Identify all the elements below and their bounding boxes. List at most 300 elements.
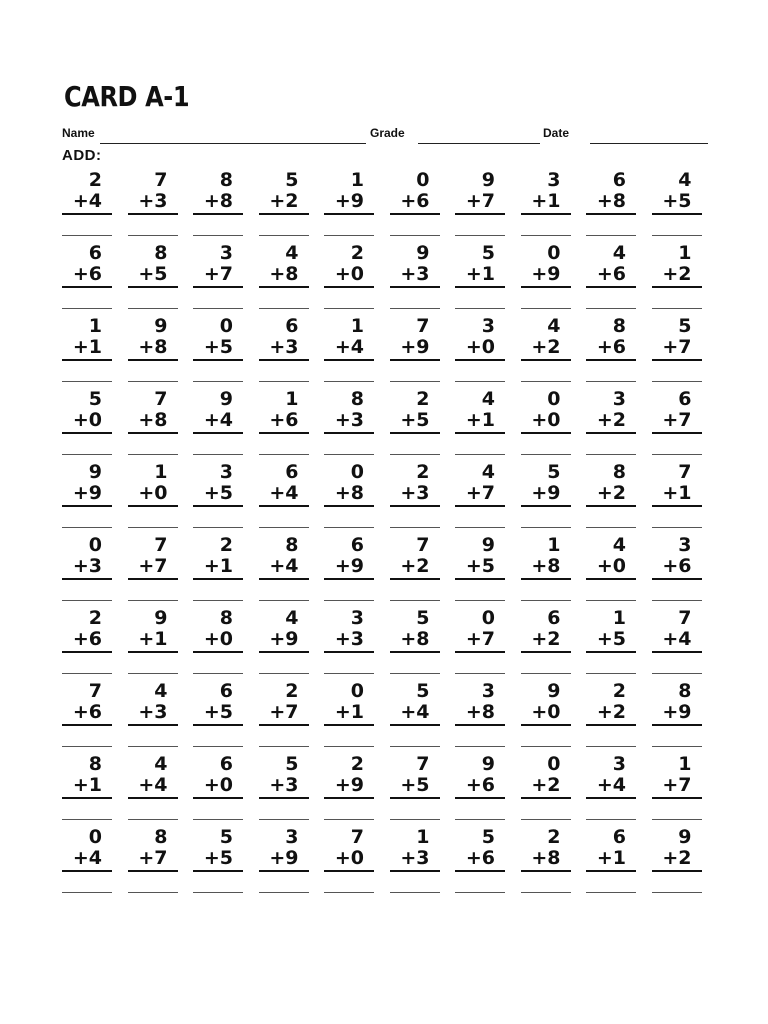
addend-bottom: +3 — [334, 409, 364, 431]
addition-problem — [584, 531, 636, 604]
addend-bottom: +2 — [531, 628, 561, 650]
answer-blank[interactable] — [586, 381, 636, 382]
answer-blank[interactable] — [62, 673, 112, 674]
answer-blank[interactable] — [324, 892, 374, 893]
sum-rule — [652, 432, 702, 434]
answer-blank[interactable] — [455, 600, 505, 601]
answer-blank[interactable] — [521, 527, 571, 528]
sum-rule — [455, 505, 505, 507]
answer-blank[interactable] — [324, 527, 374, 528]
answer-blank[interactable] — [390, 308, 440, 309]
addition-problem — [322, 458, 374, 531]
addend-top: 0 — [350, 680, 364, 702]
answer-blank[interactable] — [455, 308, 505, 309]
answer-blank[interactable] — [586, 308, 636, 309]
addition-problem — [519, 312, 571, 385]
addition-problem — [453, 385, 505, 458]
addition-problem — [453, 750, 505, 823]
answer-blank[interactable] — [521, 892, 571, 893]
answer-blank[interactable] — [652, 600, 702, 601]
sum-rule — [390, 213, 440, 215]
sum-rule — [259, 651, 309, 653]
addend-top: 5 — [547, 461, 561, 483]
addition-problem — [584, 239, 636, 312]
addend-bottom: +4 — [72, 190, 102, 212]
answer-blank[interactable] — [652, 381, 702, 382]
answer-blank[interactable] — [193, 308, 243, 309]
sum-rule — [128, 797, 178, 799]
addend-top: 1 — [154, 461, 168, 483]
addition-problem — [584, 312, 636, 385]
answer-blank[interactable] — [652, 235, 702, 236]
sum-rule — [455, 870, 505, 872]
answer-blank[interactable] — [586, 235, 636, 236]
answer-blank[interactable] — [390, 892, 440, 893]
addend-bottom: +1 — [662, 482, 692, 504]
addition-problem — [650, 677, 702, 750]
answer-blank[interactable] — [62, 527, 112, 528]
addition-problem — [519, 166, 571, 239]
addend-top: 0 — [350, 461, 364, 483]
addition-problem — [126, 823, 178, 896]
addend-bottom: +7 — [465, 482, 495, 504]
addend-top: 8 — [219, 169, 233, 191]
addend-top: 3 — [481, 315, 495, 337]
answer-blank[interactable] — [586, 673, 636, 674]
addition-problem — [322, 239, 374, 312]
sum-rule — [324, 359, 374, 361]
addend-bottom: +2 — [662, 263, 692, 285]
addend-bottom: +0 — [138, 482, 168, 504]
answer-blank[interactable] — [521, 600, 571, 601]
addend-bottom: +2 — [596, 409, 626, 431]
answer-blank[interactable] — [652, 308, 702, 309]
answer-blank[interactable] — [193, 600, 243, 601]
answer-blank[interactable] — [455, 381, 505, 382]
sum-rule — [62, 870, 112, 872]
addend-bottom: +2 — [531, 336, 561, 358]
addition-problem — [650, 312, 702, 385]
addend-bottom: +4 — [596, 774, 626, 796]
answer-blank[interactable] — [193, 892, 243, 893]
addend-bottom: +1 — [203, 555, 233, 577]
addend-top: 1 — [88, 315, 102, 337]
addend-top: 7 — [416, 534, 430, 556]
answer-blank[interactable] — [259, 527, 309, 528]
addend-bottom: +8 — [138, 336, 168, 358]
answer-blank[interactable] — [521, 235, 571, 236]
addend-bottom: +8 — [400, 628, 430, 650]
addend-bottom: +2 — [400, 555, 430, 577]
answer-blank[interactable] — [390, 527, 440, 528]
addend-bottom: +3 — [72, 555, 102, 577]
addend-top: 1 — [612, 607, 626, 629]
sum-rule — [128, 432, 178, 434]
addend-bottom: +7 — [662, 774, 692, 796]
answer-blank[interactable] — [586, 527, 636, 528]
addend-bottom: +9 — [269, 847, 299, 869]
addition-problem — [126, 677, 178, 750]
addend-bottom: +8 — [138, 409, 168, 431]
answer-blank[interactable] — [128, 527, 178, 528]
name-field-line[interactable] — [100, 143, 366, 144]
answer-blank[interactable] — [652, 454, 702, 455]
addend-bottom: +5 — [465, 555, 495, 577]
answer-blank[interactable] — [62, 308, 112, 309]
sum-rule — [586, 359, 636, 361]
answer-blank[interactable] — [259, 235, 309, 236]
answer-blank[interactable] — [324, 673, 374, 674]
addend-top: 2 — [350, 753, 364, 775]
addition-problem — [257, 604, 309, 677]
answer-blank[interactable] — [652, 819, 702, 820]
answer-blank[interactable] — [128, 892, 178, 893]
answer-blank[interactable] — [128, 381, 178, 382]
answer-blank[interactable] — [521, 308, 571, 309]
answer-blank[interactable] — [521, 819, 571, 820]
answer-blank[interactable] — [652, 527, 702, 528]
sum-rule — [652, 651, 702, 653]
sum-rule — [455, 724, 505, 726]
addend-bottom: +4 — [203, 409, 233, 431]
addend-top: 2 — [88, 169, 102, 191]
answer-blank[interactable] — [455, 892, 505, 893]
addend-top: 2 — [88, 607, 102, 629]
addition-problem — [584, 750, 636, 823]
addend-top: 6 — [612, 826, 626, 848]
answer-blank[interactable] — [128, 308, 178, 309]
answer-blank[interactable] — [521, 673, 571, 674]
addition-problem — [650, 823, 702, 896]
sum-rule — [455, 797, 505, 799]
answer-blank[interactable] — [128, 746, 178, 747]
sum-rule — [193, 651, 243, 653]
addend-bottom: +0 — [531, 701, 561, 723]
grade-field-line[interactable] — [418, 143, 540, 144]
problem-row — [60, 604, 710, 677]
addend-bottom: +3 — [269, 336, 299, 358]
answer-blank[interactable] — [62, 235, 112, 236]
addition-problem — [257, 239, 309, 312]
addend-top: 6 — [612, 169, 626, 191]
answer-blank[interactable] — [62, 819, 112, 820]
sum-rule — [390, 286, 440, 288]
answer-blank[interactable] — [586, 454, 636, 455]
addend-top: 6 — [219, 753, 233, 775]
addend-top: 6 — [678, 388, 692, 410]
addend-top: 6 — [88, 242, 102, 264]
sum-rule — [521, 213, 571, 215]
answer-blank[interactable] — [455, 235, 505, 236]
addend-bottom: +7 — [662, 409, 692, 431]
answer-blank[interactable] — [193, 381, 243, 382]
addend-top: 4 — [481, 388, 495, 410]
answer-blank[interactable] — [193, 235, 243, 236]
addition-problem — [519, 458, 571, 531]
sum-rule — [455, 578, 505, 580]
answer-blank[interactable] — [128, 454, 178, 455]
addition-problem — [257, 823, 309, 896]
answer-blank[interactable] — [62, 381, 112, 382]
addend-top: 5 — [481, 826, 495, 848]
addition-problem — [322, 750, 374, 823]
answer-blank[interactable] — [259, 892, 309, 893]
sum-rule — [586, 432, 636, 434]
answer-blank[interactable] — [259, 454, 309, 455]
sum-rule — [324, 870, 374, 872]
answer-blank[interactable] — [259, 746, 309, 747]
addend-top: 1 — [547, 534, 561, 556]
answer-blank[interactable] — [259, 381, 309, 382]
addition-problem — [388, 604, 440, 677]
sum-rule — [62, 724, 112, 726]
sum-rule — [324, 213, 374, 215]
addend-top: 7 — [154, 169, 168, 191]
addend-top: 3 — [219, 461, 233, 483]
sum-rule — [324, 505, 374, 507]
addition-problem — [453, 823, 505, 896]
answer-blank[interactable] — [390, 673, 440, 674]
addend-bottom: +4 — [334, 336, 364, 358]
answer-blank[interactable] — [128, 819, 178, 820]
sum-rule — [193, 578, 243, 580]
addend-top: 7 — [416, 315, 430, 337]
addend-top: 7 — [416, 753, 430, 775]
problem-row — [60, 385, 710, 458]
answer-blank[interactable] — [390, 235, 440, 236]
addend-top: 4 — [678, 169, 692, 191]
problem-row — [60, 823, 710, 896]
answer-blank[interactable] — [324, 600, 374, 601]
addend-top: 1 — [678, 242, 692, 264]
answer-blank[interactable] — [455, 673, 505, 674]
answer-blank[interactable] — [455, 527, 505, 528]
addend-top: 9 — [678, 826, 692, 848]
sum-rule — [652, 797, 702, 799]
addend-bottom: +5 — [400, 774, 430, 796]
answer-blank[interactable] — [128, 235, 178, 236]
answer-blank[interactable] — [586, 892, 636, 893]
addition-problem — [453, 458, 505, 531]
addend-bottom: +9 — [531, 482, 561, 504]
addition-problem — [322, 166, 374, 239]
addend-top: 4 — [154, 753, 168, 775]
addend-top: 1 — [350, 315, 364, 337]
addend-top: 3 — [481, 680, 495, 702]
sum-rule — [324, 651, 374, 653]
addend-bottom: +3 — [400, 482, 430, 504]
addend-bottom: +7 — [465, 190, 495, 212]
addend-bottom: +0 — [203, 774, 233, 796]
answer-blank[interactable] — [652, 892, 702, 893]
sum-rule — [128, 286, 178, 288]
answer-blank[interactable] — [455, 454, 505, 455]
addend-top: 4 — [612, 242, 626, 264]
addend-bottom: +5 — [203, 336, 233, 358]
sum-rule — [193, 870, 243, 872]
sum-rule — [193, 213, 243, 215]
sum-rule — [652, 213, 702, 215]
addend-top: 7 — [154, 388, 168, 410]
answer-blank[interactable] — [324, 746, 374, 747]
addend-top: 9 — [154, 607, 168, 629]
date-field-line[interactable] — [590, 143, 708, 144]
sum-rule — [652, 578, 702, 580]
answer-blank[interactable] — [324, 454, 374, 455]
sum-rule — [62, 359, 112, 361]
addend-top: 8 — [88, 753, 102, 775]
answer-blank[interactable] — [193, 819, 243, 820]
sum-rule — [259, 505, 309, 507]
addition-problem — [191, 239, 243, 312]
answer-blank[interactable] — [521, 746, 571, 747]
answer-blank[interactable] — [586, 819, 636, 820]
answer-blank[interactable] — [586, 600, 636, 601]
answer-blank[interactable] — [259, 600, 309, 601]
addend-bottom: +5 — [400, 409, 430, 431]
problem-row — [60, 166, 710, 239]
addition-problem — [388, 458, 440, 531]
answer-blank[interactable] — [62, 746, 112, 747]
addend-bottom: +9 — [400, 336, 430, 358]
addition-problem — [388, 239, 440, 312]
answer-blank[interactable] — [193, 454, 243, 455]
addition-problem — [584, 677, 636, 750]
answer-blank[interactable] — [390, 746, 440, 747]
sum-rule — [259, 870, 309, 872]
addition-problem — [126, 312, 178, 385]
addition-problem — [388, 823, 440, 896]
addition-problem — [453, 239, 505, 312]
answer-blank[interactable] — [390, 600, 440, 601]
answer-blank[interactable] — [521, 381, 571, 382]
addition-problem — [388, 312, 440, 385]
addend-top: 8 — [219, 607, 233, 629]
answer-blank[interactable] — [324, 819, 374, 820]
sum-rule — [455, 286, 505, 288]
answer-blank[interactable] — [455, 819, 505, 820]
answer-blank[interactable] — [324, 381, 374, 382]
addend-top: 6 — [285, 461, 299, 483]
answer-blank[interactable] — [259, 673, 309, 674]
addend-bottom: +3 — [138, 701, 168, 723]
addend-bottom: +0 — [334, 263, 364, 285]
sum-rule — [390, 578, 440, 580]
addition-problem — [191, 166, 243, 239]
answer-blank[interactable] — [62, 600, 112, 601]
addend-top: 6 — [285, 315, 299, 337]
sum-rule — [390, 432, 440, 434]
addend-top: 4 — [547, 315, 561, 337]
addition-problem — [388, 166, 440, 239]
addend-top: 5 — [219, 826, 233, 848]
sum-rule — [586, 797, 636, 799]
addition-problem — [322, 604, 374, 677]
answer-blank[interactable] — [521, 454, 571, 455]
addend-bottom: +1 — [531, 190, 561, 212]
addend-bottom: +7 — [138, 555, 168, 577]
addend-bottom: +1 — [465, 263, 495, 285]
answer-blank[interactable] — [193, 527, 243, 528]
sum-rule — [259, 578, 309, 580]
addition-problem — [650, 166, 702, 239]
problem-grid — [60, 166, 710, 896]
sum-rule — [128, 578, 178, 580]
answer-blank[interactable] — [324, 308, 374, 309]
answer-blank[interactable] — [455, 746, 505, 747]
sum-rule — [652, 724, 702, 726]
addition-problem — [60, 166, 112, 239]
sum-rule — [586, 724, 636, 726]
answer-blank[interactable] — [62, 892, 112, 893]
answer-blank[interactable] — [652, 673, 702, 674]
addend-bottom: +5 — [203, 701, 233, 723]
sum-rule — [390, 797, 440, 799]
addend-bottom: +6 — [596, 336, 626, 358]
answer-blank[interactable] — [259, 308, 309, 309]
addend-bottom: +1 — [334, 701, 364, 723]
addition-problem — [60, 677, 112, 750]
addend-top: 4 — [481, 461, 495, 483]
card-title: CARD A-1 — [64, 80, 190, 113]
addition-problem — [453, 531, 505, 604]
addition-problem — [191, 312, 243, 385]
addend-top: 8 — [678, 680, 692, 702]
addend-top: 8 — [285, 534, 299, 556]
answer-blank[interactable] — [324, 235, 374, 236]
answer-blank[interactable] — [586, 746, 636, 747]
addend-bottom: +8 — [596, 190, 626, 212]
addend-top: 0 — [416, 169, 430, 191]
answer-blank[interactable] — [652, 746, 702, 747]
addition-problem — [191, 531, 243, 604]
addend-top: 8 — [612, 461, 626, 483]
addend-bottom: +2 — [596, 482, 626, 504]
addend-bottom: +7 — [138, 847, 168, 869]
sum-rule — [390, 870, 440, 872]
sum-rule — [521, 505, 571, 507]
sum-rule — [586, 286, 636, 288]
addend-top: 9 — [481, 169, 495, 191]
addend-bottom: +3 — [138, 190, 168, 212]
answer-blank[interactable] — [193, 746, 243, 747]
answer-blank[interactable] — [390, 454, 440, 455]
addend-bottom: +6 — [465, 847, 495, 869]
addend-bottom: +6 — [596, 263, 626, 285]
sum-rule — [324, 797, 374, 799]
addition-problem — [126, 531, 178, 604]
addend-bottom: +8 — [531, 847, 561, 869]
answer-blank[interactable] — [62, 454, 112, 455]
addend-bottom: +9 — [334, 774, 364, 796]
answer-blank[interactable] — [390, 381, 440, 382]
answer-blank[interactable] — [193, 673, 243, 674]
addition-problem — [191, 677, 243, 750]
answer-blank[interactable] — [259, 819, 309, 820]
addend-bottom: +7 — [662, 336, 692, 358]
answer-blank[interactable] — [128, 673, 178, 674]
problem-row — [60, 312, 710, 385]
sum-rule — [128, 724, 178, 726]
problem-row — [60, 458, 710, 531]
answer-blank[interactable] — [390, 819, 440, 820]
sum-rule — [259, 797, 309, 799]
sum-rule — [652, 505, 702, 507]
addend-bottom: +6 — [400, 190, 430, 212]
answer-blank[interactable] — [128, 600, 178, 601]
sum-rule — [390, 724, 440, 726]
sum-rule — [390, 651, 440, 653]
